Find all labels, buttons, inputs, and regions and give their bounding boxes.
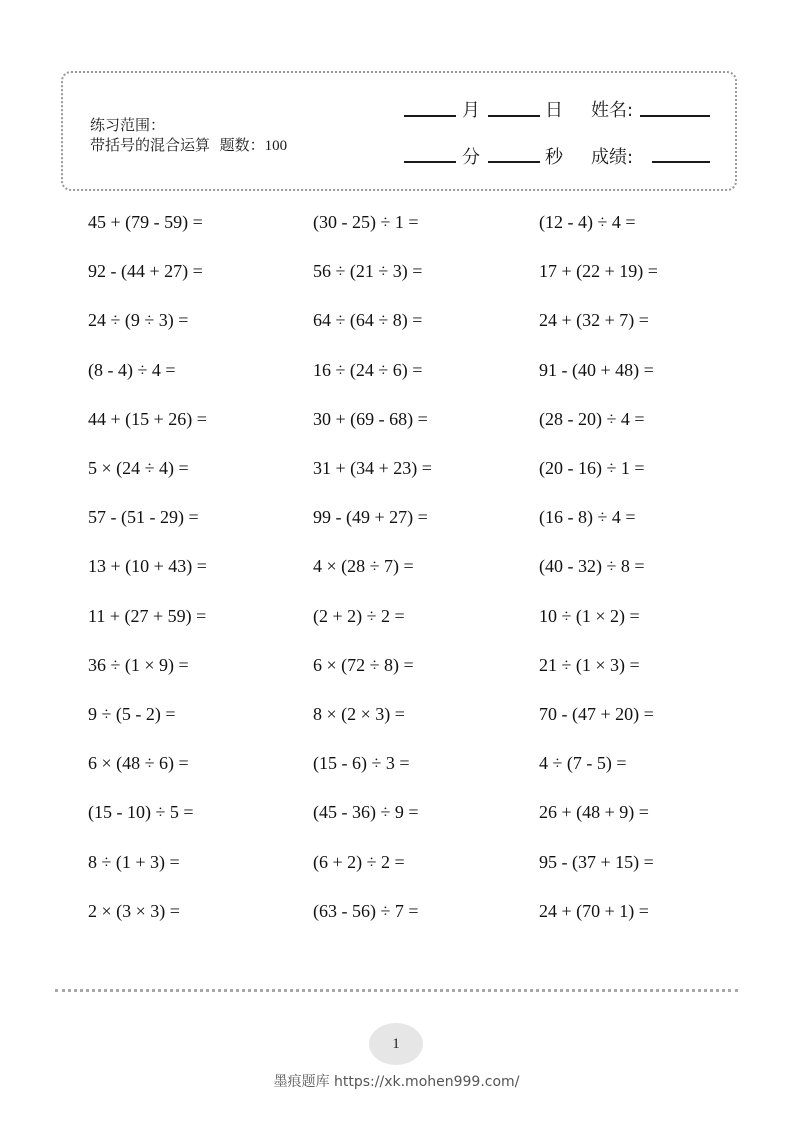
problem-col3-14: 95 - (37 + 15) = bbox=[539, 851, 654, 872]
problem-col1-6: 5 × (24 ÷ 4) = bbox=[88, 458, 189, 478]
problem-col1-3: 24 ÷ (9 ÷ 3) = bbox=[88, 310, 189, 331]
practice-range-label: 练习范围： bbox=[90, 116, 166, 134]
problem-col3-4: 91 - (40 + 48) = bbox=[539, 359, 654, 380]
problem-col1-10: 36 ÷ (1 × 9) = bbox=[88, 654, 189, 675]
problem-col3-3: 24 + (32 + 7) = bbox=[539, 310, 649, 331]
problem-col1-12: 6 × (48 ÷ 6) = bbox=[88, 753, 189, 774]
page-number-badge: 1 bbox=[369, 1023, 423, 1065]
problem-col1-1: 45 + (79 - 59) = bbox=[88, 212, 203, 232]
footer-source-text: 墨痕题库 https://xk.mohen999.com/ bbox=[273, 1074, 520, 1090]
day-blank[interactable] bbox=[488, 115, 540, 117]
name-label: 姓名: bbox=[591, 100, 634, 121]
problem-col3-13: 26 + (48 + 9) = bbox=[539, 802, 649, 823]
practice-range-topic bbox=[90, 136, 287, 155]
minute-label: 分 bbox=[462, 147, 480, 168]
problem-col1-5: 44 + (15 + 26) = bbox=[88, 408, 207, 429]
problem-col3-7: (16 - 8) ÷ 4 = bbox=[539, 507, 636, 528]
problem-col3-8: (40 - 32) ÷ 8 = bbox=[539, 556, 645, 577]
problem-col2-4: 16 ÷ (24 ÷ 6) = bbox=[313, 359, 423, 380]
problem-col2-12: (15 - 6) ÷ 3 = bbox=[313, 753, 410, 774]
problem-col2-5: 30 + (69 - 68) = bbox=[313, 408, 428, 429]
problem-col2-14: (6 + 2) ÷ 2 = bbox=[313, 851, 405, 872]
problem-col1-7: 57 - (51 - 29) = bbox=[88, 507, 199, 528]
problem-col3-11: 70 - (47 + 20) = bbox=[539, 704, 654, 724]
problem-col1-15: 2 × (3 × 3) = bbox=[88, 900, 180, 921]
problem-col3-2: 17 + (22 + 19) = bbox=[539, 261, 658, 282]
problem-col1-14: 8 ÷ (1 + 3) = bbox=[88, 851, 180, 872]
problem-col2-7: 99 - (49 + 27) = bbox=[313, 507, 428, 528]
month-blank[interactable] bbox=[404, 115, 456, 117]
problem-col2-9: (2 + 2) ÷ 2 = bbox=[313, 605, 405, 626]
problem-col2-3: 64 ÷ (64 ÷ 8) = bbox=[313, 310, 423, 331]
day-label: 日 bbox=[545, 100, 563, 121]
bottom-divider bbox=[55, 989, 738, 992]
problem-col3-6: (20 - 16) ÷ 1 = bbox=[539, 458, 645, 478]
problem-col2-2: 56 ÷ (21 ÷ 3) = bbox=[313, 261, 423, 282]
topic-text: 带括号的混合运算 bbox=[90, 136, 211, 154]
score-label: 成绩: bbox=[591, 147, 634, 168]
problem-col3-12: 4 ÷ (7 - 5) = bbox=[539, 753, 627, 774]
minute-blank[interactable] bbox=[404, 161, 456, 163]
second-label: 秒 bbox=[545, 147, 563, 168]
problem-col3-9: 10 ÷ (1 × 2) = bbox=[539, 605, 640, 626]
question-count-label: 题数： bbox=[219, 136, 265, 154]
question-count-value: 100 bbox=[264, 138, 288, 154]
problem-col1-9: 11 + (27 + 59) = bbox=[88, 605, 207, 626]
problem-col2-6: 31 + (34 + 23) = bbox=[313, 458, 432, 478]
name-blank[interactable] bbox=[640, 115, 710, 117]
problem-col3-10: 21 ÷ (1 × 3) = bbox=[539, 654, 640, 675]
problem-col3-5: (28 - 20) ÷ 4 = bbox=[539, 408, 645, 429]
problem-col2-8: 4 × (28 ÷ 7) = bbox=[313, 556, 414, 577]
second-blank[interactable] bbox=[488, 161, 540, 163]
problem-col2-1: (30 - 25) ÷ 1 = bbox=[313, 212, 419, 232]
problem-col1-8: 13 + (10 + 43) = bbox=[88, 556, 207, 577]
problem-col2-11: 8 × (2 × 3) = bbox=[313, 704, 405, 724]
problem-col1-13: (15 - 10) ÷ 5 = bbox=[88, 802, 194, 823]
problem-col1-2: 92 - (44 + 27) = bbox=[88, 261, 203, 282]
month-label: 月 bbox=[462, 100, 480, 121]
problem-col3-1: (12 - 4) ÷ 4 = bbox=[539, 212, 636, 232]
problem-col2-13: (45 - 36) ÷ 9 = bbox=[313, 802, 419, 823]
problem-col3-15: 24 + (70 + 1) = bbox=[539, 900, 649, 921]
score-blank[interactable] bbox=[652, 161, 710, 163]
problem-col2-15: (63 - 56) ÷ 7 = bbox=[313, 900, 419, 921]
problem-col2-10: 6 × (72 ÷ 8) = bbox=[313, 654, 414, 675]
problem-col1-11: 9 ÷ (5 - 2) = bbox=[88, 704, 176, 724]
problem-col1-4: (8 - 4) ÷ 4 = bbox=[88, 359, 176, 380]
